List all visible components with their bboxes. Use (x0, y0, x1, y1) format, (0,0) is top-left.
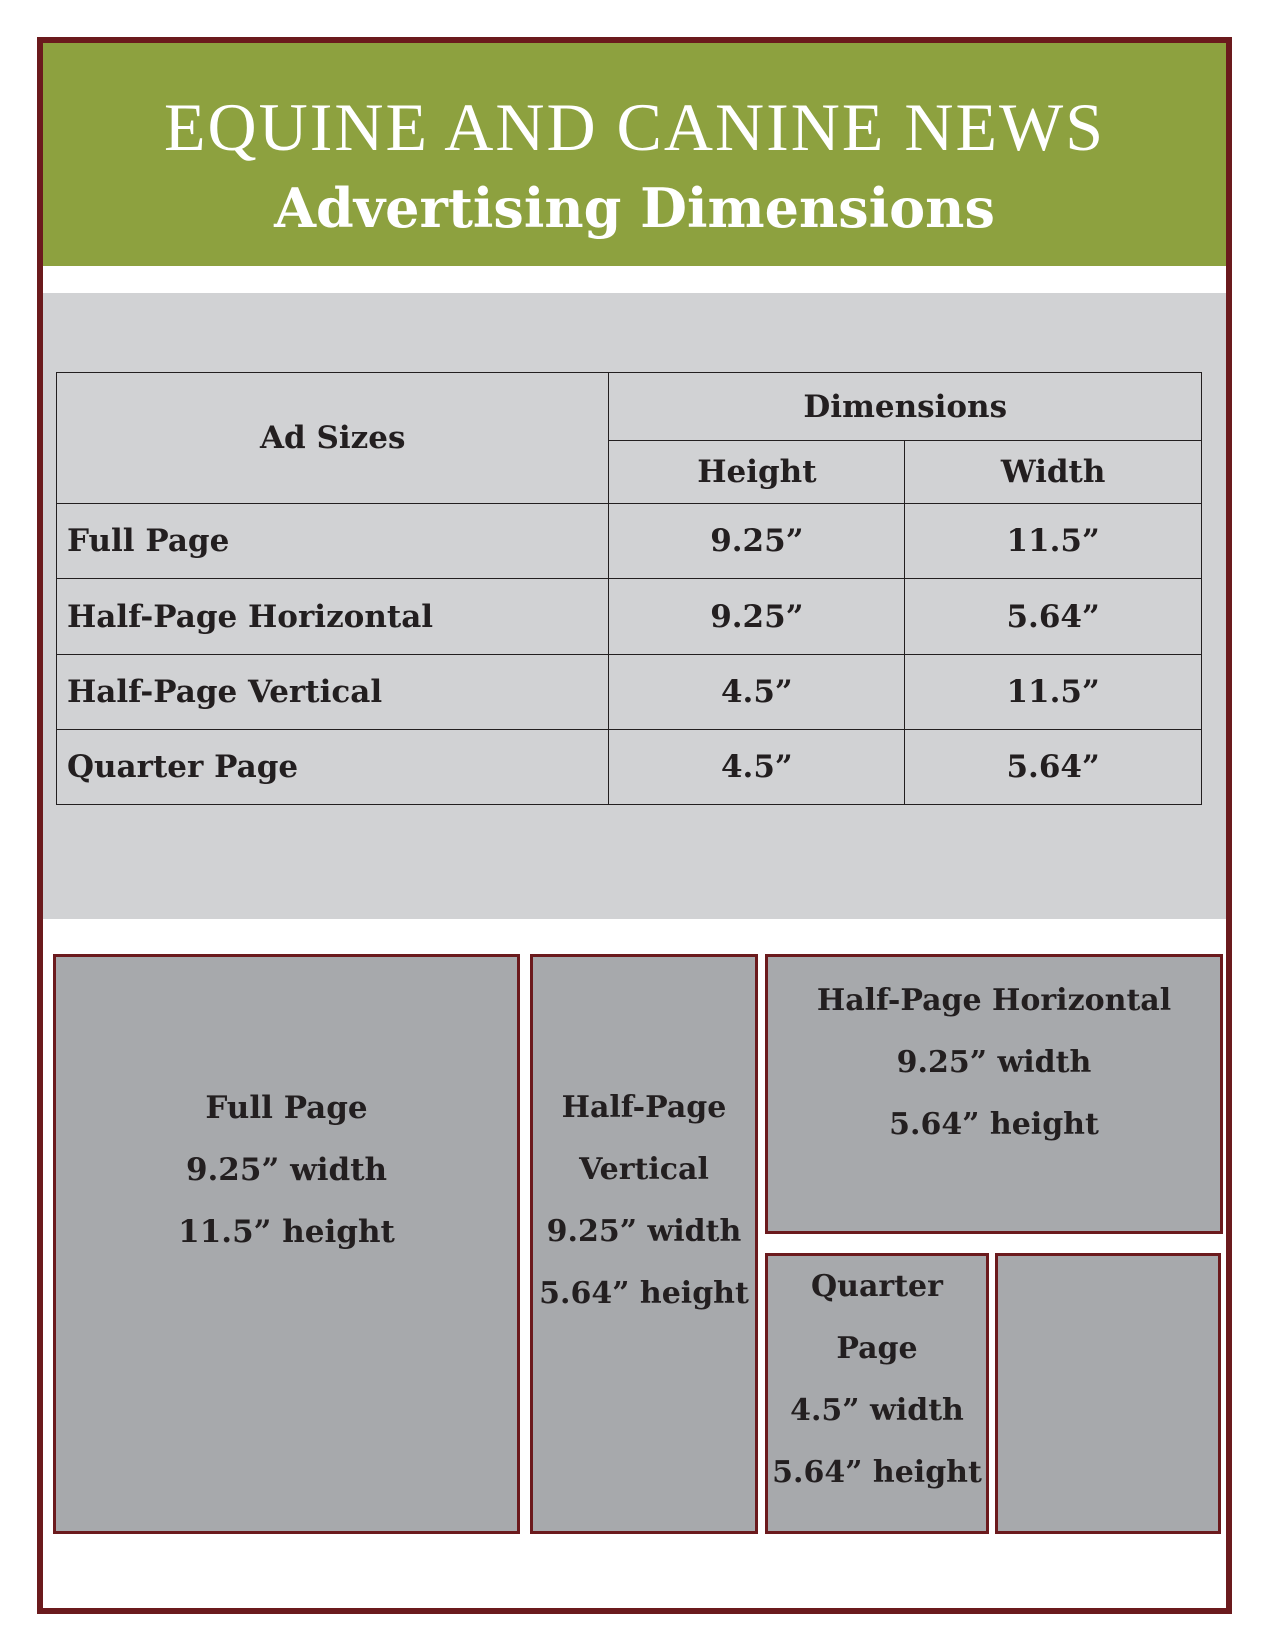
quarter-label-1: Quarter (811, 1269, 943, 1304)
full-page-box (53, 954, 520, 1534)
page-subtitle: Advertising Dimensions (274, 176, 995, 240)
half-horizontal-label: Half-Page Horizontal (816, 983, 1172, 1018)
row-name: Half-Page Horizontal (57, 579, 609, 654)
quarter-height: 5.64” height (772, 1455, 982, 1490)
row-height: 9.25” (609, 504, 905, 579)
header-ad-sizes: Ad Sizes (57, 373, 609, 504)
row-width: 11.5” (905, 504, 1202, 579)
header-banner (43, 43, 1226, 266)
header-dimensions: Dimensions (609, 373, 1202, 441)
header-width: Width (905, 441, 1202, 504)
half-vertical-label-1: Half-Page (561, 1090, 727, 1125)
row-name: Full Page (57, 504, 609, 579)
row-width: 11.5” (905, 654, 1202, 729)
row-name: Quarter Page (57, 729, 609, 804)
half-vertical-height: 5.64” height (539, 1276, 749, 1311)
table-header-row (57, 373, 1202, 441)
row-name: Half-Page Vertical (57, 654, 609, 729)
half-vertical-width: 9.25” width (546, 1214, 742, 1249)
half-horizontal-height: 5.64” height (889, 1107, 1099, 1142)
row-height: 9.25” (609, 579, 905, 654)
table-row (57, 579, 1202, 654)
full-page-label: Full Page (205, 1090, 368, 1126)
table-row (57, 504, 1202, 579)
ad-dimensions-table (56, 372, 1202, 805)
table-row (57, 729, 1202, 804)
row-width: 5.64” (905, 579, 1202, 654)
quarter-width: 4.5” width (790, 1393, 964, 1428)
row-height: 4.5” (609, 729, 905, 804)
half-page-horizontal-box (765, 954, 1223, 1234)
full-page-width: 9.25” width (185, 1152, 388, 1188)
publication-title: EQUINE AND CANINE NEWS (163, 89, 1106, 165)
quarter-label-2: Page (836, 1331, 918, 1366)
half-vertical-label-2: Vertical (579, 1152, 709, 1187)
header-height: Height (609, 441, 905, 504)
full-page-height: 11.5” height (178, 1214, 395, 1250)
row-height: 4.5” (609, 654, 905, 729)
row-width: 5.64” (905, 729, 1202, 804)
half-horizontal-width: 9.25” width (896, 1045, 1092, 1080)
table-row (57, 654, 1202, 729)
empty-quarter-box (995, 1253, 1221, 1534)
quarter-page-box (765, 1253, 989, 1534)
half-page-vertical-box (530, 954, 758, 1534)
